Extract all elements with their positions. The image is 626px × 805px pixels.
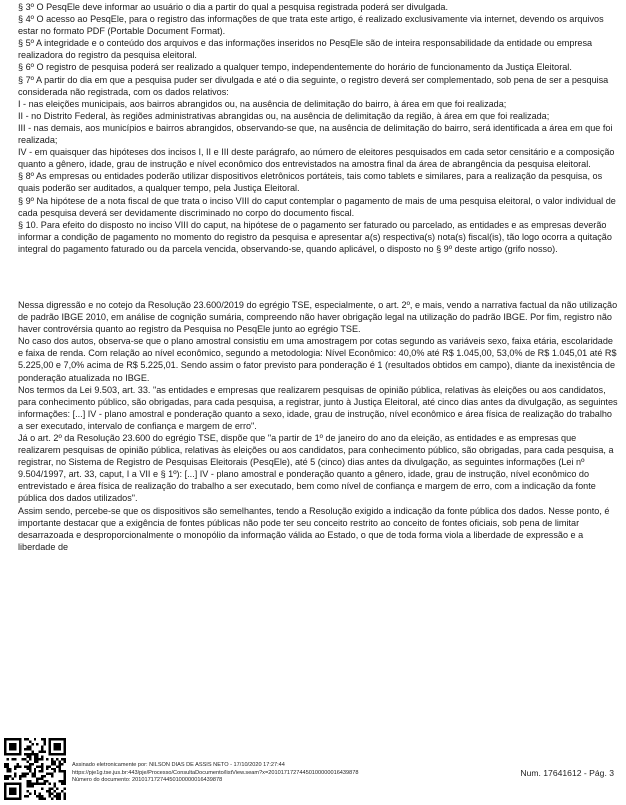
paragraph: § 4º O acesso ao PesqEle, para o registro das informações de que trata este artigo, é realizado exclusivamente via internet, devendo os arquivos estar no formato PDF (Portable Document Format).: [18, 14, 604, 37]
paragraph: § 5º A integridade e o conteúdo dos arquivos e das informações inseridos no PesqEle são de inteira responsabilidade da entidade ou empresa realizadora do registro da pesquisa eleitoral.: [18, 38, 593, 61]
paragraph: I - nas eleições municipais, aos bairros abrangidos ou, na ausência de delimitação do bairro, à área em que foi realizada;: [18, 98, 507, 109]
document-url[interactable]: https://pje1g.tse.jus.br:443/pje/Processo/ConsultaDocumento/listView.seam?x=20101717274450100000016439878: [72, 769, 359, 776]
paragraph: Nos termos da Lei 9.503, art. 33. "as entidades e empresas que realizarem pesquisas de opinião pública, relativas às eleições ou aos candidatos, para conhecimento público, são obrigadas, para cada pesquisa, a registrar, junto à Justiça Eleitoral, até cinco dias antes da divulgação, as seguintes informações: [...] IV - plano amostral e ponderação quanto a sexo, idade, grau de instrução, nível econômico e área física de realização do trabalho a ser executado, intervalo de confiança e margem de erro".: [18, 384, 618, 431]
paragraph: Já o art. 2º da Resolução 23.600 do egrégio TSE, dispõe que "a partir de 1º de janeiro do ano da eleição, as entidades e as empresas que realizarem pesquisas de opinião pública, relativas às eleições ou aos candidatos, para conhecimento público, são obrigadas, para cada pesquisa, a registrar, no Sistema de Registro de Pesquisas Eleitorais (PesqEle), até 5 (cinco) dias antes da divulgação, as seguintes informações (Lei nº 9.504/1997, art. 33, caput, I a VII e § 1º): [...] IV - plano amostral e ponderação quanto a gênero, idade, grau de instrução, nível econômico do entrevistado e área física de realização do trabalho a ser executado, bem como nível de confiança e margem de erro, com a indicação da fonte pública dos dados utilizados".: [18, 433, 614, 504]
paragraph: § 7º A partir do dia em que a pesquisa puder ser divulgada e até o dia seguinte, o registro deverá ser complementado, sob pena de ser a pesquisa considerada não registrada, com os dados relativos:: [18, 74, 609, 97]
paragraph-spacer: [18, 271, 618, 283]
paragraph: IV - em quaisquer das hipóteses dos incisos I, II e III deste parágrafo, ao número de eleitores pesquisados em cada setor censitário e a composição quanto a gênero, idade, grau de instrução e nível econômico dos entrevistados na amostra final da área de abrangência da pesquisa eleitoral.: [18, 147, 615, 170]
paragraph: Nessa digressão e no cotejo da Resolução 23.600/2019 do egrégio TSE, especialmente, o art. 2º, e mais, vendo a narrativa factual da não utilização de padrão IBGE 2010, em análise de cognição sumária, compreendo não haver obrigação legal na utilização do padrão IBGE. Por fim, registro não haver controvérsia quanto ao registro da Pesquisa no PesqEle junto ao egrégio TSE.: [18, 299, 618, 335]
paragraph: § 10. Para efeito do disposto no inciso VIII do caput, na hipótese de o pagamento ser faturado ou parcelado, as entidades e as empresas deverão informar a condição de pagamento no momento do registro da pesquisa e apresentar a(s) respectiva(s) nota(s) fiscal(is), tão logo ocorra a quitação integral do pagamento faturado ou da parcela vencida, observando-se, quando aplicável, o disposto no § 9º deste artigo (grifo nosso).: [18, 219, 612, 254]
signature-line: Assinado eletronicamente por: NILSON DIAS DE ASSIS NETO - 17/10/2020 17:27:44: [72, 762, 285, 768]
document-number: Número do documento: 20101717274450100000016439878: [72, 777, 223, 783]
paragraph: § 3º O PesqEle deve informar ao usuário o dia a partir do qual a pesquisa registrada poderá ser divulgada.: [18, 2, 448, 12]
paragraph: § 8º As empresas ou entidades poderão utilizar dispositivos eletrônicos portáteis, tais como tablets e similares, para a realização da pesquisa, os quais poderão ser auditados, a qualquer tempo, pela Justiça Eleitoral.: [18, 171, 603, 194]
paragraph: II - no Distrito Federal, às regiões administrativas abrangidas ou, na ausência de delimitação da região, à área em que foi realizada;: [18, 110, 550, 121]
paragraph: Assim sendo, percebe-se que os dispositivos são semelhantes, tendo a Resolução exigido a indicação da fonte pública dos dados. Nesse ponto, é importante destacar que a exigência de fontes públicas não pode ter seu conceito restrito ao conceito de fontes oficiais, sob pena de limitar desarrazoada e desproporcionalmente o monopólio da informação válida ao Estado, o que de toda forma viola a liberdade de expressão e a liberdade de: [18, 505, 610, 552]
paragraph: § 6º O registro de pesquisa poderá ser realizado a qualquer tempo, independentemente do horário de funcionamento da Justiça Eleitoral.: [18, 62, 572, 73]
page-number: Num. 17641612 - Pág. 3: [520, 768, 614, 778]
qr-code-icon: [4, 738, 66, 800]
page-footer: [0, 730, 626, 805]
paragraph: No caso dos autos, observa-se que o plano amostral consistiu em uma amostragem por cotas segundo as variáveis sexo, faixa etária, escolaridade e faixa de renda. Com relação ao nível econômico, segundo a metodologia: Nível Econômico: 40,0% até R$ 1.045,00, 53,0% de R$ 1.045,01 até R$ 5.225,00 e 7,0% acima de R$ 5.225,01. Sendo assim o fator previsto para ponderação é 1 (resultados obtidos em campo), diante da inexistência de ponderação atualizada no IBGE.: [18, 336, 617, 383]
paragraph: III - nas demais, aos municípios e bairros abrangidos, observando-se que, na ausência de delimitação do bairro, será identificada a área em que foi realizada;: [18, 122, 613, 146]
document-body: [18, 1, 618, 553]
paragraph: § 9º Na hipótese de a nota fiscal de que trata o inciso VIII do caput contemplar o pagamento de mais de uma pesquisa eleitoral, o valor individual de cada pesquisa deverá ser devidamente discriminado no corpo do documento fiscal.: [18, 195, 616, 218]
